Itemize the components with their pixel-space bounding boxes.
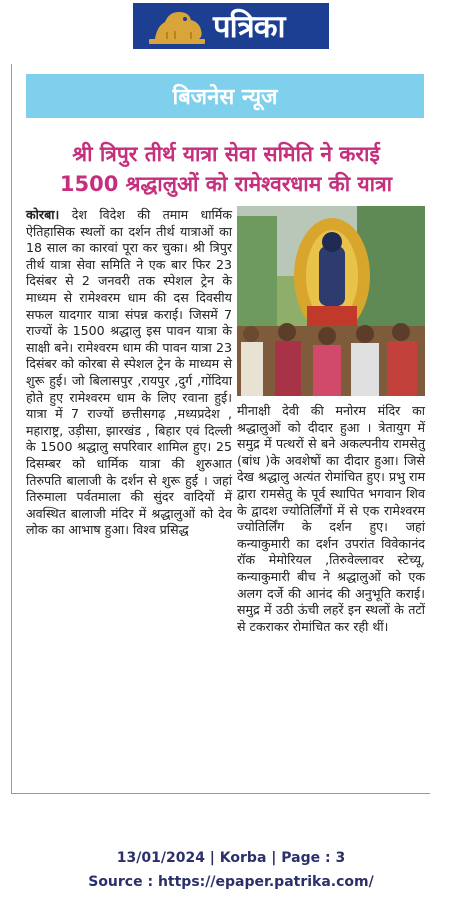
article-photo	[237, 206, 425, 396]
article-column-left	[26, 207, 232, 539]
article-headline	[26, 139, 426, 199]
headline-line-2: 1500 श्रद्धालुओं को रामेश्वरधाम की यात्रा	[59, 172, 393, 196]
temple-pilgrims-photo	[237, 206, 425, 396]
article-paragraph: मीनाक्षी देवी की मनोरम मंदिर का श्रद्धालुओं को दीदार हुआ । त्रेतायुग में समुद्र में पत्थरों से बने अकल्पनीय रामसेतु (बांध )के अवशेषों का दीदार हुआ। जिसे देख श्रद्धालु अत्यंत रोमांचित हुए। प्रभु राम द्वारा रामसेतु के पूर्व स्थापित भगवान शिव के द्वादश ज्योतिर्लिंगों में से एक रामेश्वरम ज्योतिर्लिंग के दर्शन हुए। जहां कन्याकुमारी का दर्शन उपरांत विवेकानंद रॉक मेमोरियल ,तिरुवेल्लावर स्टेच्यू, कन्याकुमारी बीच ने श्रद्धालुओं को एक अलग दर्जे की आनंद की अनुभूति कराई।समुद्र में उठी ऊंची लहरें इन स्थलों के तटों से टकराकर रोमांचित कर रही थीं।	[237, 403, 425, 634]
footer-source-link[interactable]: Source : https://epaper.patrika.com/	[88, 874, 374, 890]
article-column-right	[237, 403, 425, 635]
masthead	[133, 3, 329, 49]
lion-emblem-icon	[145, 6, 209, 46]
footer-edition-info: 13/01/2024 | Korba | Page : 3	[116, 850, 346, 866]
headline-line-1: श्री त्रिपुर तीर्थ यात्रा सेवा समिति ने कराई	[72, 142, 380, 166]
brand-name: पत्रिका	[213, 9, 285, 45]
article-paragraph	[26, 207, 232, 539]
dateline: कोरबा।	[26, 207, 60, 222]
article-text-left: देश विदेश की तमाम धार्मिक ऐतिहासिक स्थलों का दर्शन तीर्थ यात्राओं का 18 साल का कारवां पूरा कर चुका। श्री त्रिपुर तीर्थ यात्रा सेवा समिति ने एक बार फिर 23 दिसंबर से 2 जनवरी तक स्पेशल ट्रेन के माध्यम से रामेश्वरम धाम की दस दिवसीय सफल यादगार यात्रा संपन्न कराई। जिसमें 7 राज्यों के 1500 श्रद्धालु इस पावन यात्रा के साक्षी बने। रामेश्वरम धाम की पावन यात्रा 23 दिसंबर को कोरबा से स्पेशल ट्रेन के माध्यम से शुरू हुई। जो बिलासपुर ,रायपुर ,दुर्ग ,गोंदिया होते हुए रामेश्वरम धाम के लिए रवाना हुई।यात्रा में 7 राज्यों छत्तीसगढ़ ,मध्यप्रदेश , महाराष्ट्र, उड़ीसा, झारखंड , बिहार एवं दिल्ली के 1500 श्रद्धालु सपरिवार शामिल हुए। 25 दिसम्बर को धार्मिक यात्रा की शुरुआत तिरुपति बालाजी के दर्शन से शुरू हुई । जहां तिरुमाला पर्वतमाला की सुंदर वादियों में अवस्थित बालाजी मंदिर में श्रद्धालुओं को देव लोक का आभाष हुआ। विश्व प्रसिद्ध	[26, 207, 232, 538]
section-banner: बिजनेस न्यूज	[26, 74, 424, 118]
